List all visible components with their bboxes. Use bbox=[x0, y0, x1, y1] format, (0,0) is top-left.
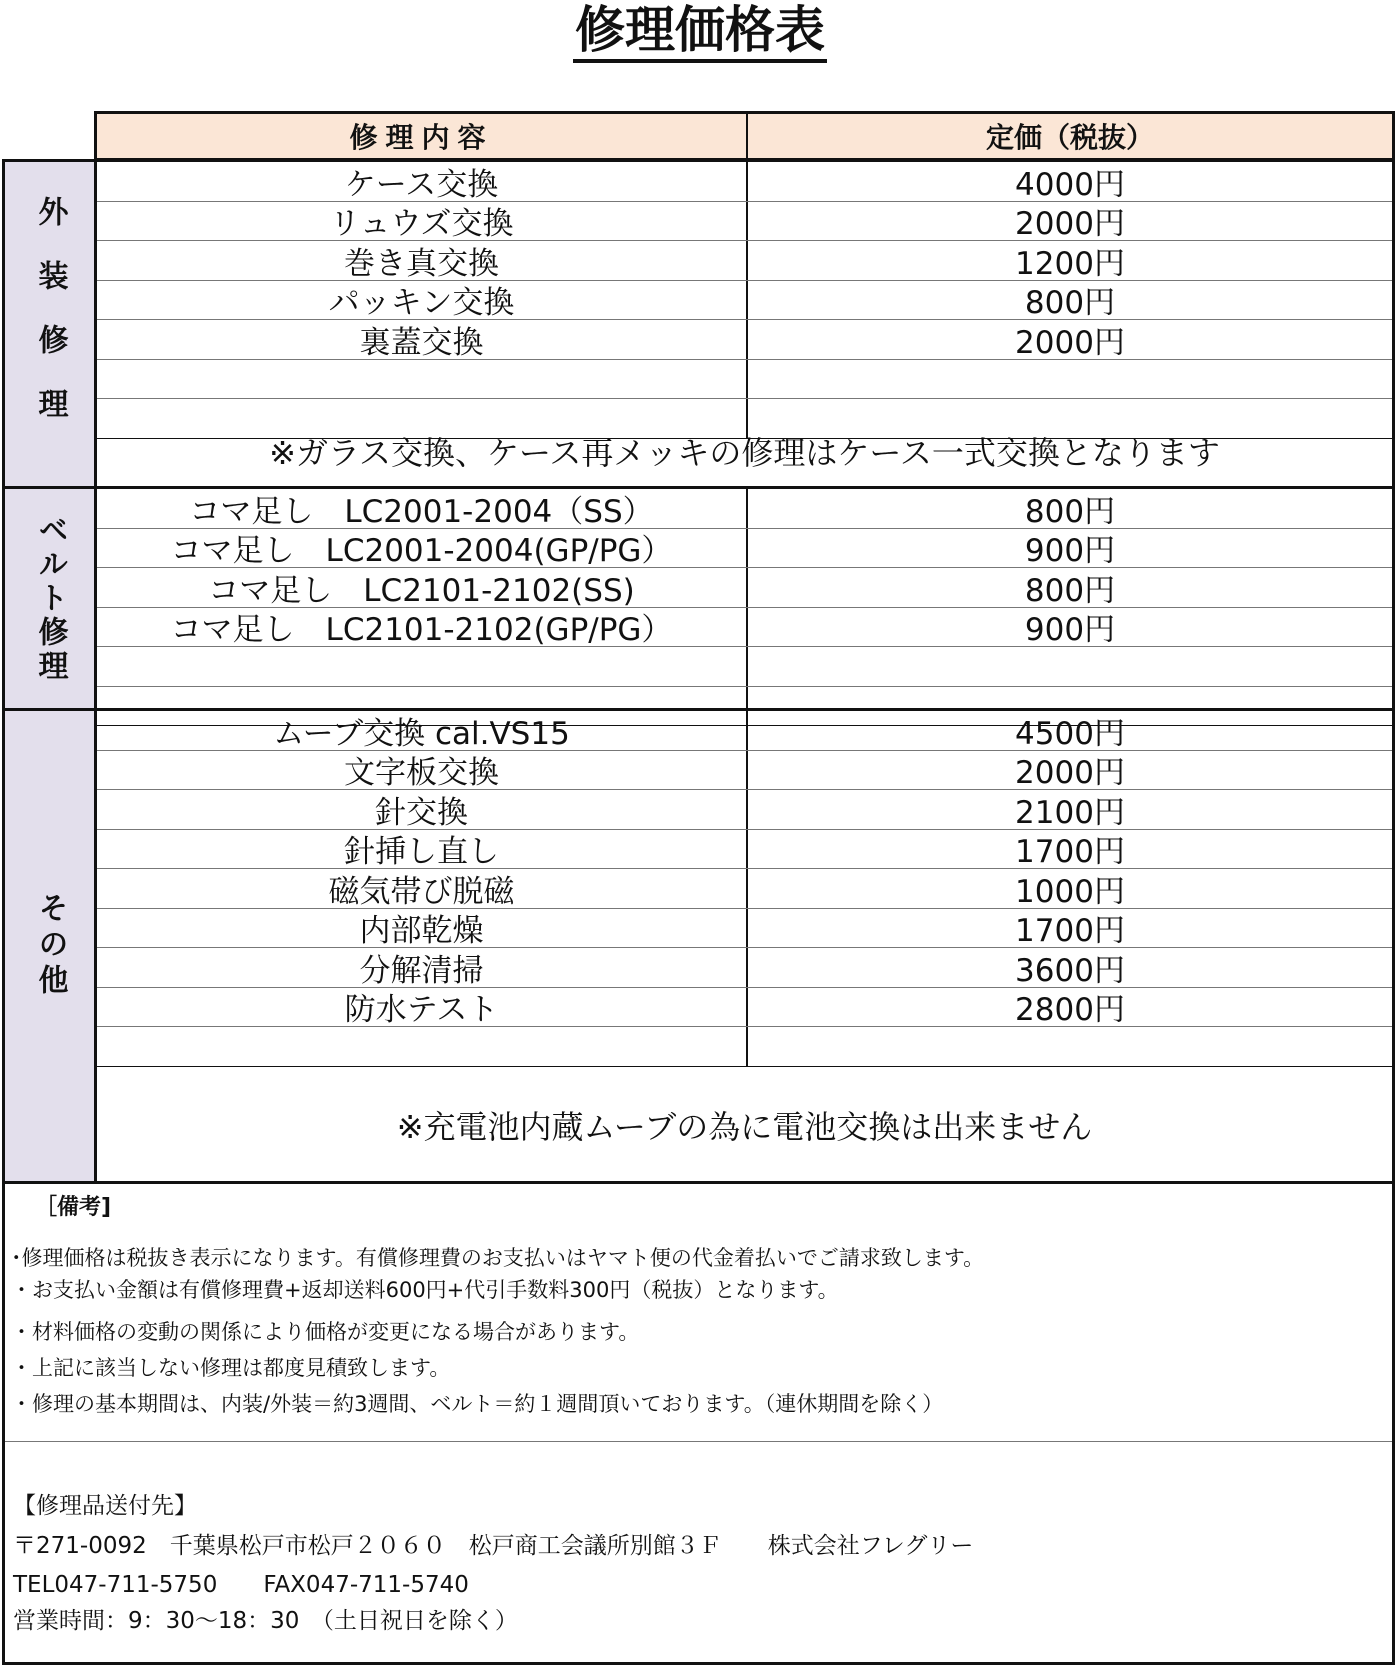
category-label: 外装修理 bbox=[5, 162, 97, 486]
repair-price: 3600円 bbox=[1015, 952, 1125, 989]
remark-line: ・材料価格の変動の関係により価格が変更になる場合があります。 bbox=[11, 1320, 640, 1344]
repair-item: 針交換 bbox=[97, 790, 748, 829]
section-belt bbox=[5, 489, 1392, 711]
category-label: ベルト修理 bbox=[5, 489, 97, 708]
repair-price: 1200円 bbox=[1015, 245, 1125, 282]
repair-price: 1700円 bbox=[1015, 913, 1125, 950]
remarks-heading: ［備考] bbox=[35, 1195, 112, 1220]
repair-price: 4500円 bbox=[1015, 715, 1125, 752]
repair-item: ケース交換 bbox=[97, 162, 748, 201]
repair-price: 4000円 bbox=[1015, 166, 1125, 203]
repair-price: 2000円 bbox=[1015, 206, 1125, 243]
remark-line: ・修理の基本期間は、内装/外装＝約3週間、ベルト＝約１週間頂いております。（連休期間を除く） bbox=[11, 1392, 944, 1416]
repair-price: 1700円 bbox=[1015, 834, 1125, 871]
address-phone: TEL047-711-5750 FAX047-711-5740 bbox=[13, 1572, 469, 1598]
section-exterior bbox=[5, 162, 1392, 489]
repair-item: コマ足し LC2101-2102(SS) bbox=[97, 568, 748, 607]
repair-item: 分解清掃 bbox=[97, 948, 748, 987]
address-hours: 営業時間：9：30～18：30 （土日祝日を除く） bbox=[13, 1608, 518, 1634]
repair-price: 2100円 bbox=[1015, 794, 1125, 831]
page-title: 修理価格表 bbox=[0, 2, 1400, 58]
section-note: ※充電池内蔵ムーブの為に電池交換は出来ません bbox=[396, 1108, 1093, 1146]
category-label: その他 bbox=[5, 711, 97, 1181]
table-row bbox=[97, 869, 1392, 909]
repair-item: 巻き真交換 bbox=[97, 241, 748, 280]
section-rows bbox=[97, 711, 1392, 1067]
repair-item bbox=[97, 1027, 748, 1066]
price-table bbox=[2, 159, 1395, 1184]
table-row bbox=[97, 988, 1392, 1028]
repair-item: 磁気帯び脱磁 bbox=[97, 869, 748, 908]
table-row bbox=[97, 790, 1392, 830]
table-row bbox=[97, 162, 1392, 202]
repair-item: パッキン交換 bbox=[97, 281, 748, 320]
divider bbox=[5, 1441, 1392, 1442]
table-row bbox=[97, 529, 1392, 569]
repair-item: 文字板交換 bbox=[97, 751, 748, 790]
table-row bbox=[97, 711, 1392, 751]
remarks-box bbox=[2, 1182, 1395, 1665]
repair-price: 900円 bbox=[1024, 533, 1116, 570]
table-row bbox=[97, 281, 1392, 321]
column-header-price: 定価（税抜） bbox=[985, 121, 1154, 154]
remark-line: ・お支払い金額は有償修理費+返却送料600円+代引手数料300円（税抜）となります。 bbox=[11, 1278, 839, 1302]
repair-price: 2800円 bbox=[1015, 992, 1125, 1029]
remark-line: ・上記に該当しない修理は都度見積致します。 bbox=[11, 1356, 451, 1380]
section-note: ※ガラス交換、ケース再メッキの修理はケース一式交換となります bbox=[269, 433, 1220, 472]
table-row bbox=[97, 489, 1392, 529]
repair-price: 2000円 bbox=[1015, 324, 1125, 361]
table-row bbox=[97, 751, 1392, 791]
column-header-content: 修理内容 bbox=[97, 114, 748, 158]
table-row bbox=[97, 360, 1392, 400]
table-row bbox=[97, 202, 1392, 242]
table-row bbox=[97, 1027, 1392, 1067]
repair-item: コマ足し LC2001-2004（SS） bbox=[97, 489, 748, 528]
section-rows bbox=[97, 162, 1392, 439]
table-row bbox=[97, 320, 1392, 360]
repair-item: 針挿し直し bbox=[97, 830, 748, 869]
repair-item bbox=[97, 647, 748, 686]
address-postal: 〒271-0092 千葉県松戸市松戸２０６０ 松戸商工会議所別館３Ｆ 株式会社フレグリー bbox=[13, 1533, 974, 1559]
table-row bbox=[97, 948, 1392, 988]
repair-price bbox=[748, 1027, 1392, 1066]
repair-item: ムーブ交換 cal.VS15 bbox=[97, 711, 748, 750]
repair-price: 800円 bbox=[1024, 493, 1116, 530]
repair-item: コマ足し LC2101-2102(GP/PG） bbox=[97, 608, 748, 647]
table-row bbox=[97, 608, 1392, 648]
repair-item: 内部乾燥 bbox=[97, 909, 748, 948]
table-row bbox=[97, 647, 1392, 687]
address-heading: 【修理品送付先】 bbox=[13, 1493, 197, 1519]
section-other bbox=[5, 711, 1392, 1181]
table-row bbox=[97, 909, 1392, 949]
repair-price: 800円 bbox=[1024, 572, 1116, 609]
repair-item: 裏蓋交換 bbox=[97, 320, 748, 359]
repair-price: 800円 bbox=[1024, 285, 1116, 322]
repair-price bbox=[748, 647, 1392, 686]
remark-line: ･修理価格は税抜き表示になります。有償修理費のお支払いはヤマト便の代金着払いでご請求致します。 bbox=[11, 1246, 985, 1270]
section-rows bbox=[97, 489, 1392, 726]
repair-item: リュウズ交換 bbox=[97, 202, 748, 241]
repair-price: 1000円 bbox=[1015, 873, 1125, 910]
repair-item: 防水テスト bbox=[97, 988, 748, 1027]
repair-item bbox=[97, 360, 748, 399]
repair-price: 2000円 bbox=[1015, 755, 1125, 792]
repair-price bbox=[748, 360, 1392, 399]
table-row bbox=[97, 241, 1392, 281]
repair-price: 900円 bbox=[1024, 612, 1116, 649]
table-header bbox=[94, 111, 1395, 160]
table-row bbox=[97, 568, 1392, 608]
repair-item: コマ足し LC2001-2004(GP/PG） bbox=[97, 529, 748, 568]
table-row bbox=[97, 830, 1392, 870]
